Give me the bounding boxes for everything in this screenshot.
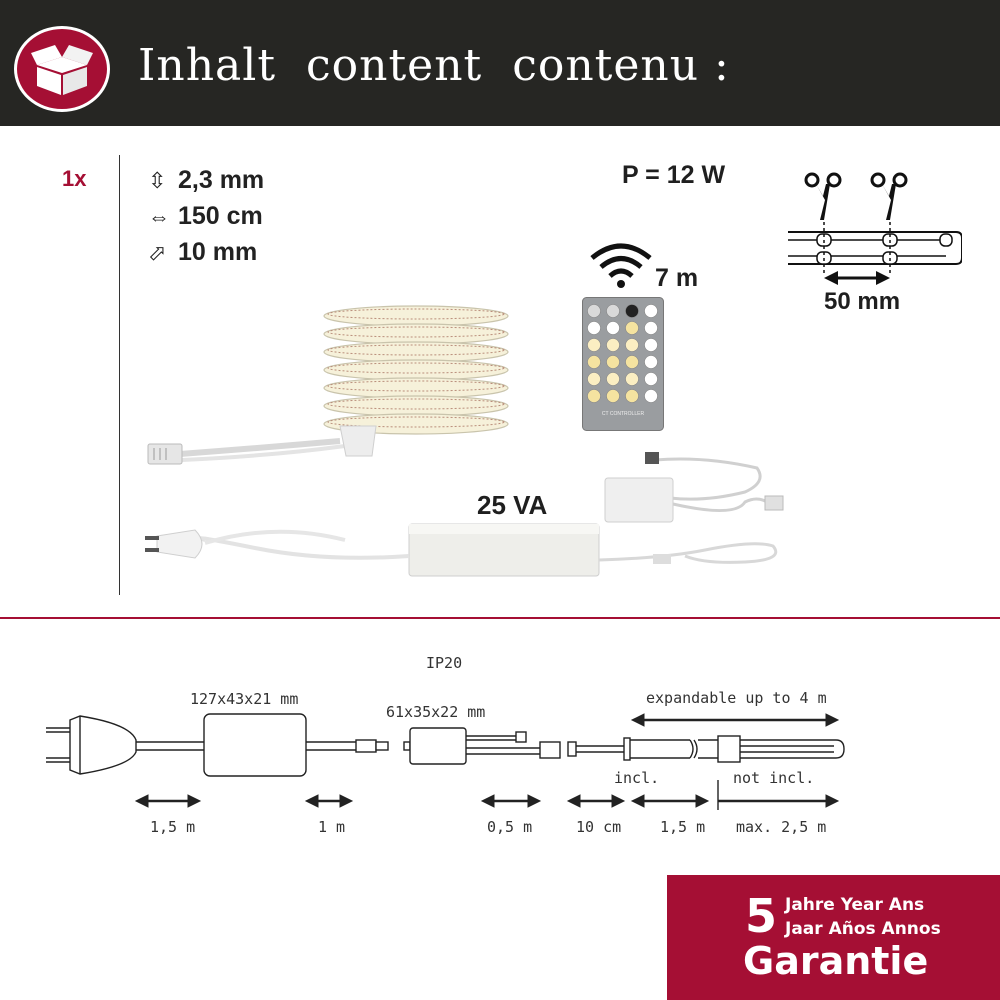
arrow-head: [340, 795, 352, 807]
scissors-icon: [872, 174, 906, 220]
power-label: P = 12 W: [622, 161, 726, 189]
remote-button: [607, 390, 620, 403]
guarantee-line1: Jahre Year Ans: [785, 895, 925, 915]
arrow-head: [826, 714, 838, 726]
arrow-head: [136, 795, 148, 807]
spec-value: 10 mm: [178, 238, 258, 266]
protection-label: IP20: [426, 654, 463, 672]
remote-button: [588, 390, 601, 403]
remote-button: [645, 373, 658, 386]
not-incl-label: not incl.: [733, 769, 815, 787]
driver-size-label: 127x43x21 mm: [190, 690, 299, 708]
arrow-head: [482, 795, 494, 807]
wiring-diagram: [0, 700, 1000, 840]
controller-size-label: 61x35x22 mm: [386, 703, 486, 721]
remote-button: [607, 373, 620, 386]
arrow-head: [632, 714, 644, 726]
incl-label: incl.: [614, 769, 660, 787]
header-bar: [0, 0, 1000, 126]
remote-button: [645, 305, 658, 318]
remote-button: [645, 339, 658, 352]
guarantee-years: 5: [745, 889, 778, 943]
remote-label: CT CONTROLLER: [601, 411, 645, 417]
cut-interval-label: 50 mm: [824, 288, 901, 315]
page-title: Inhalt content contenu :: [138, 40, 730, 91]
cut-diagram: [786, 168, 962, 288]
remote-button: [588, 356, 601, 369]
package-badge: [14, 26, 110, 112]
expandable-label: expandable up to 4 m: [646, 689, 827, 707]
remote-button: [626, 339, 639, 352]
remote-button: [607, 339, 620, 352]
spec-value: 150 cm: [178, 202, 263, 230]
width-icon: ⬀: [148, 239, 167, 265]
length-label: max. 2,5 m: [736, 818, 827, 836]
remote-button: [645, 322, 658, 335]
arrow-head: [188, 795, 200, 807]
length-label: 10 cm: [576, 818, 622, 836]
remote-button: [626, 373, 639, 386]
remote-button: [588, 305, 601, 318]
length-label: 1,5 m: [660, 818, 706, 836]
arrow-head: [632, 795, 644, 807]
height-icon: ⇳: [148, 167, 167, 193]
wifi-icon: [588, 240, 654, 290]
remote-button: [626, 322, 639, 335]
remote-button: [645, 356, 658, 369]
remote-range-label: 7 m: [655, 264, 699, 292]
length-icon: ⇔: [148, 203, 170, 229]
remote-button: [588, 339, 601, 352]
remote-button: [626, 390, 639, 403]
led-strip-image: [140, 296, 520, 466]
arrow-head: [568, 795, 580, 807]
length-label: 1,5 m: [150, 818, 196, 836]
remote-control-image: [582, 297, 664, 431]
arrow-head: [826, 795, 838, 807]
divider-vertical: [119, 155, 120, 595]
remote-button: [607, 305, 620, 318]
quantity-label: 1x: [62, 166, 87, 191]
spec-height: [148, 166, 264, 195]
remote-button: [607, 356, 620, 369]
spec-width: [148, 238, 257, 267]
arrow-head: [612, 795, 624, 807]
package-icon: [31, 39, 93, 97]
guarantee-line2: Jaar Años Annos: [785, 919, 941, 939]
remote-button: [607, 322, 620, 335]
length-label: 0,5 m: [487, 818, 533, 836]
arrow-head: [528, 795, 540, 807]
guarantee-badge: [667, 875, 1000, 1000]
arrow-head: [696, 795, 708, 807]
spec-length: [148, 202, 263, 231]
scissors-icon: [806, 174, 840, 220]
remote-button: [645, 390, 658, 403]
arrow-head: [306, 795, 318, 807]
remote-button: [588, 322, 601, 335]
guarantee-label: Garantie: [743, 939, 929, 983]
remote-button: [588, 373, 601, 386]
remote-button: [626, 305, 639, 318]
section-divider: [0, 617, 1000, 619]
spec-value: 2,3 mm: [178, 166, 265, 194]
length-label: 1 m: [318, 818, 346, 836]
power-supply-image: [145, 448, 785, 580]
driver-rating-label: 25 VA: [477, 490, 548, 520]
remote-button: [626, 356, 639, 369]
